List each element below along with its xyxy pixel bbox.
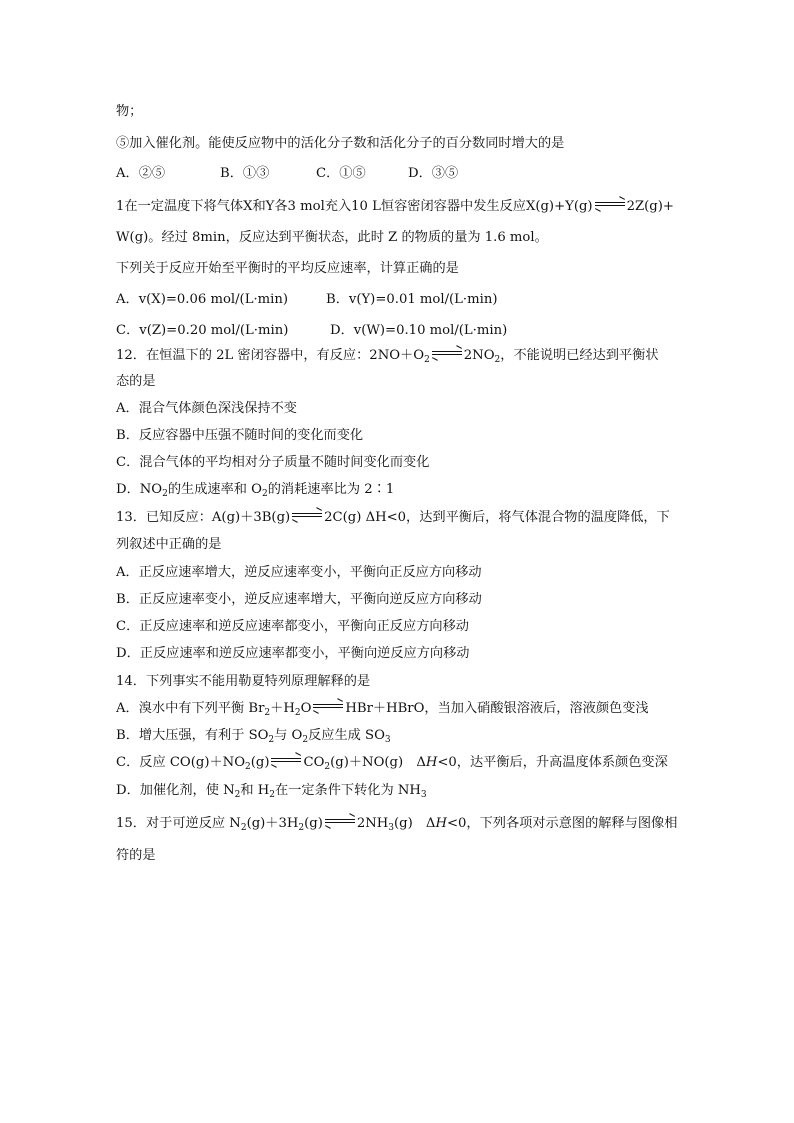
q14-optd-sub-3: 3 [420,790,427,800]
q12-option-c: C．混合气体的平均相对分子质量不随时间变化而变化 [116,455,430,470]
q11-line-3: 下列关于反应开始至平衡时的平均反应速率，计算正确的是 [116,261,459,276]
q10-option-b: B．①③ [220,166,270,181]
q11-text-a: 1在一定温度下将气体X和Y各3 mol充入10 L恒容密闭容器中发生反应X(g)+Y(g) [116,199,593,214]
q14-optd-sub-1: 2 [234,790,241,800]
q12-option-d [116,481,394,499]
q13-option-b: B．正反应速率变小，逆反应速率增大，平衡向逆反应方向移动 [116,592,482,607]
q14-optb-text-c: 反应生成 SO [308,728,385,743]
q14-optc-text-c: CO [303,755,325,770]
q14-optc-text-a: C．反应 CO(g)＋NO [116,755,246,770]
q14-opta-text-c: O [300,701,312,716]
q11-text-b: 2Z(g)+ [626,199,674,214]
q12-sub-1: 2 [424,355,430,365]
q13-option-d: D．正反应速率和逆反应速率都变小，平衡向逆反应方向移动 [116,646,470,661]
q14-optc-enthalpy-symbol: H [425,755,438,770]
q12-text-b: 2NO [463,348,495,363]
q15-enthalpy-symbol: H [435,816,447,831]
q14-optd-text-b: 和 H [240,783,270,798]
q10-line-tail: 物； [116,104,143,119]
q15-line-2: 符的是 [116,848,156,863]
q13-option-c: C．正反应速率和逆反应速率都变小，平衡向正反应方向移动 [116,619,469,634]
q14-opta-text-a: A．溴水中有下列平衡 Br [116,701,265,716]
q15-text-f: <0，下列各项对示意图的解释与图像相 [446,816,678,831]
q15-sub-1: 2 [240,823,247,833]
equilibrium-arrow-icon [292,510,322,520]
q14-optc-text-b: (g) [250,755,270,770]
q12-optd-text-a: D．NO [116,482,163,497]
q14-optd-sub-2: 2 [269,790,275,800]
q14-opta-sub-2: 2 [294,708,301,718]
q15-text-b: (g)＋3H [246,816,299,831]
q12-text-c: ，不能说明已经达到平衡状 [500,348,659,363]
q14-optc-text-e: <0，达平衡后，升高温度体系颜色变深 [437,755,668,770]
q14-optb-sub-3: 3 [384,735,391,745]
q12-line-1 [116,347,659,365]
q13-line-2: 列叙述中正确的是 [116,537,222,552]
equilibrium-arrow-icon [432,348,462,358]
q14-option-d [116,782,427,800]
q10-option-c: C．①⑤ [316,166,366,181]
q12-text-a: 12．在恒温下的 2L 密闭容器中，有反应：2NO＋O [116,348,425,363]
q14-option-c [116,754,668,772]
q14-optb-sub-1: 2 [268,735,275,745]
q14-optb-sub-2: 2 [302,735,309,745]
q11-option-c: C．v(Z)=0.20 mol/(L·min) [116,323,289,338]
q10-option-a: A．②⑤ [116,166,166,181]
q13-line-1 [116,509,670,527]
q15-text-c: (g) [304,816,323,831]
equilibrium-arrow-icon [313,701,343,711]
q15-line-1 [116,815,677,833]
q15-text-e: (g) Δ [394,816,436,831]
q14-option-b [116,727,391,745]
q12-option-a: A．混合气体颜色深浅保持不变 [116,401,297,416]
q14-line-1: 14．下列事实不能用勒夏特列原理解释的是 [116,674,371,689]
q14-optc-sub-2: 2 [324,762,331,772]
q14-optd-text-a: D．加催化剂，使 N [116,783,235,798]
q11-option-d: D．v(W)=0.10 mol/(L·min) [330,323,508,338]
q12-optd-text-c: 的消耗速率比为 2∶1 [267,482,395,497]
q14-opta-sub-1: 2 [264,708,271,718]
equilibrium-arrow-icon [325,816,355,826]
q15-sub-2: 2 [298,823,305,833]
q12-option-b: B．反应容器中压强不随时间的变化而变化 [116,428,364,443]
q14-optc-text-d: (g)＋NO(g) Δ [330,755,426,770]
q14-optd-text-c: 在一定条件下转化为 NH [274,783,421,798]
q11-line-2: W(g)。经过 8min，反应达到平衡状态，此时 Z 的物质的量为 1.6 mol。 [116,230,548,245]
q14-opta-text-b: ＋H [270,701,295,716]
q11-option-b: B．v(Y)=0.01 mol/(L·min) [326,292,498,307]
q12-optd-text-b: 的生成速率和 O [167,482,262,497]
q11-line-1 [116,198,674,216]
q14-opta-text-d: HBr＋HBrO，当加入硝酸银溶液后，溶液颜色变浅 [345,701,649,716]
q13-text-b: 2C(g) ΔH<0，达到平衡后，将气体混合物的温度降低，下 [324,510,670,525]
q14-option-a [116,700,649,718]
q14-optb-text-a: B．增大压强，有利于 SO [116,728,269,743]
equilibrium-arrow-icon [271,755,301,765]
q15-sub-3: 3 [388,823,395,833]
q14-optc-sub-1: 2 [245,762,251,772]
q14-optb-text-b: 与 O [274,728,303,743]
q15-text-a: 15．对于可逆反应 N [116,816,241,831]
q13-option-a: A．正反应速率增大，逆反应速率变小，平衡向正反应方向移动 [116,565,482,580]
q12-line-2: 态的是 [116,374,156,389]
q13-text-a: 13．已知反应：A(g)＋3B(g) [116,510,291,525]
q15-text-d: 2NH [356,816,389,831]
q11-option-a: A．v(X)=0.06 mol/(L·min) [116,292,289,307]
q12-sub-2: 2 [494,355,501,365]
equilibrium-arrow-icon [595,199,625,209]
q10-option-d: D．③⑤ [408,166,459,181]
q12-optd-sub-2: 2 [262,489,268,499]
q12-optd-sub-1: 2 [162,489,168,499]
q10-line-condition5: ⑤加入催化剂。能使反应物中的活化分子数和活化分子的百分数同时增大的是 [116,136,565,151]
